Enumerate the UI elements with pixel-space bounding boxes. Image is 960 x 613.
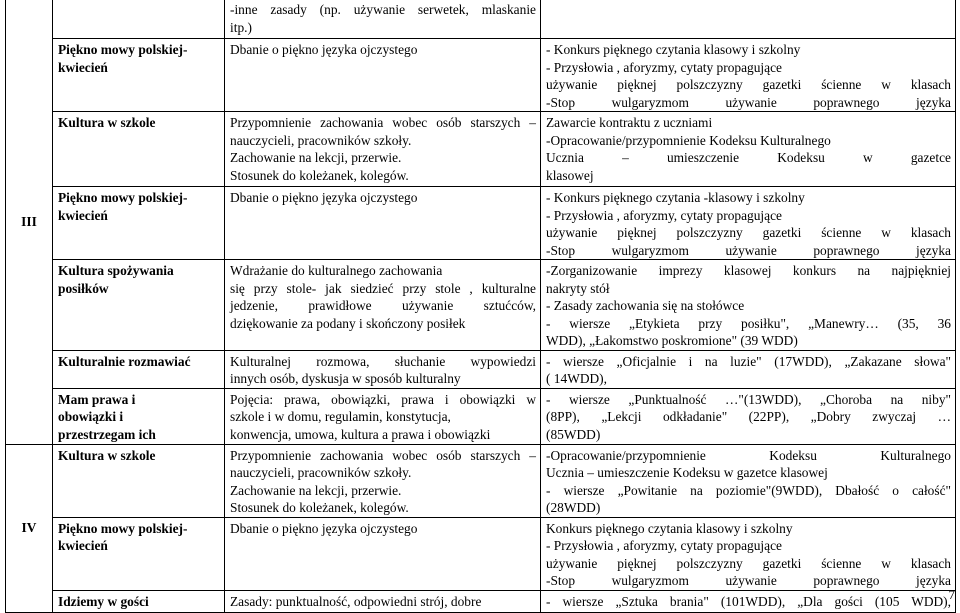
forms-line: -Stop wulgaryzmom używanie poprawnego języka bbox=[546, 573, 951, 588]
topic-cell bbox=[53, 39, 225, 112]
forms-cell bbox=[541, 388, 956, 444]
forms-line: używanie pięknej polszczyzny gazetki ścienne w klasach bbox=[546, 77, 951, 92]
forms-cell bbox=[541, 444, 956, 517]
activity-cell bbox=[225, 590, 541, 612]
topic-line: kwiecień bbox=[58, 59, 108, 75]
topic-line: Idziemy w gości bbox=[58, 593, 149, 609]
section-number: IV bbox=[6, 444, 53, 612]
activity-line: Stosunek do koleżanek, kolegów. bbox=[230, 167, 409, 183]
activity-line: Pojęcia: prawa, obowiązki, prawa i obowiązki w bbox=[230, 391, 536, 407]
table-row bbox=[6, 444, 956, 517]
forms-cell bbox=[541, 517, 956, 590]
forms-cell bbox=[541, 112, 956, 187]
forms-line: -Opracowanie/przypomnienie Kodeksu Kulturalnego bbox=[546, 447, 951, 463]
activity-line: jedzenie, prawidłowe używanie sztućców, bbox=[230, 298, 536, 313]
topic-cell bbox=[53, 590, 225, 612]
forms-cell bbox=[541, 590, 956, 612]
forms-line: (8PP), „Lekcji odkładanie" (22PP), „Dobry zwyczaj … bbox=[546, 409, 951, 424]
forms-line: - Zasady zachowania się na stołówce bbox=[546, 298, 745, 313]
forms-line: -Opracowanie/przypomnienie Kodeksu Kulturalnego bbox=[546, 132, 831, 148]
forms-line: -Stop wulgaryzmom używanie poprawnego języka bbox=[546, 94, 951, 110]
topic-line: Piękno mowy polskiej- bbox=[58, 190, 188, 205]
forms-line: (85WDD) bbox=[546, 426, 601, 442]
activity-cell bbox=[225, 350, 541, 388]
topic-cell bbox=[53, 187, 225, 260]
table-row bbox=[6, 517, 956, 590]
activity-line: innych osób, dyskusja w sposób kulturalny bbox=[230, 371, 461, 386]
activity-cell bbox=[225, 112, 541, 187]
table-row bbox=[6, 388, 956, 444]
table-row bbox=[6, 260, 956, 351]
forms-cell bbox=[541, 260, 956, 351]
activity-cell bbox=[225, 187, 541, 260]
topic-line: posiłków bbox=[58, 280, 109, 296]
forms-line: - wiersze „Punktualność …"(13WDD), „Choroba na niby" bbox=[546, 391, 951, 407]
activity-line: Przypomnienie zachowania wobec osób starszych – bbox=[230, 115, 536, 130]
activity-cell bbox=[225, 444, 541, 517]
forms-line: Konkurs pięknego czytania klasowy i szkolny bbox=[546, 520, 793, 536]
forms-cell bbox=[541, 0, 956, 39]
topic-line: Kultura w szkole bbox=[58, 447, 156, 463]
forms-cell bbox=[541, 350, 956, 388]
activity-cell bbox=[225, 260, 541, 351]
activity-line: itp.) bbox=[230, 19, 252, 35]
forms-line: ( 14WDD), bbox=[546, 371, 607, 386]
activity-line: Dbanie o piękno języka ojczystego bbox=[230, 42, 418, 57]
topic-line: Kulturalnie rozmawiać bbox=[58, 353, 191, 369]
activity-line: nauczycieli, pracowników szkoły. bbox=[230, 465, 412, 480]
activity-line: -inne zasady (np. używanie serwetek, mlaskanie bbox=[230, 2, 536, 17]
activity-line: nauczycieli, pracowników szkoły. bbox=[230, 132, 412, 148]
table-row bbox=[6, 350, 956, 388]
forms-line: -Zorganizowanie imprezy klasowej konkurs na najpiękniej bbox=[546, 263, 951, 278]
forms-line: -Stop wulgaryzmom używanie poprawnego języka bbox=[546, 242, 951, 258]
topic-line: Mam prawa i bbox=[58, 391, 136, 407]
forms-line: klasowej bbox=[546, 167, 594, 183]
activity-line: Zachowanie na lekcji, przerwie. bbox=[230, 150, 402, 165]
forms-cell bbox=[541, 187, 956, 260]
forms-line: - Przysłowia , aforyzmy, cytaty propagujące bbox=[546, 538, 782, 553]
forms-line: - Konkurs pięknego czytania klasowy i szkolny bbox=[546, 42, 801, 57]
table-row bbox=[6, 112, 956, 187]
topic-line: Piękno mowy polskiej- bbox=[58, 520, 188, 536]
activity-cell bbox=[225, 388, 541, 444]
activity-line: dziękowanie za podany i skończony posiłek bbox=[230, 315, 466, 331]
activity-line: Stosunek do koleżanek, kolegów. bbox=[230, 500, 409, 515]
section-number: III bbox=[6, 0, 53, 444]
forms-line: - wiersze „Sztuka brania" (101WDD), „Dla gości (105 WDD), bbox=[546, 593, 951, 609]
forms-line: WDD), „Łakomstwo poskromione" (39 WDD) bbox=[546, 333, 798, 348]
activity-line: Zasady: punktualność, odpowiedni strój, dobre bbox=[230, 593, 482, 609]
forms-line: - Przysłowia , aforyzmy, cytaty propagujące bbox=[546, 207, 782, 223]
forms-line: Ucznia – umieszczenie Kodeksu w gazetce bbox=[546, 150, 951, 165]
forms-line: - Przysłowia , aforyzmy, cytaty propagujące bbox=[546, 59, 782, 75]
table-row bbox=[6, 0, 956, 39]
activity-line: Dbanie o piękno języka ojczystego bbox=[230, 190, 418, 205]
activity-line: się przy stole- jak siedzieć przy stole , kulturalne bbox=[230, 280, 536, 296]
table-row bbox=[6, 187, 956, 260]
forms-line: Ucznia – umieszczenie Kodeksu w gazetce klasowej bbox=[546, 465, 828, 480]
table-body bbox=[6, 0, 956, 612]
topic-line: Kultura w szkole bbox=[58, 115, 156, 130]
topic-line: Piękno mowy polskiej- bbox=[58, 42, 188, 57]
forms-line: - wiersze „Oficjalnie i na luzie" (17WDD), „Zakazane słowa" bbox=[546, 353, 951, 369]
topic-cell bbox=[53, 517, 225, 590]
activity-line: Wdrażanie do kulturalnego zachowania bbox=[230, 263, 443, 278]
table-row bbox=[6, 39, 956, 112]
activity-line: Dbanie o piękno języka ojczystego bbox=[230, 520, 418, 536]
forms-line: używanie pięknej polszczyzny gazetki ścienne w klasach bbox=[546, 225, 951, 240]
forms-line: Zawarcie kontraktu z uczniami bbox=[546, 115, 713, 130]
forms-line: - wiersze „Etykieta przy posiłku", „Manewry… (35, 36 bbox=[546, 315, 951, 331]
education-plan-table bbox=[5, 0, 956, 613]
page-number: 7 bbox=[948, 587, 955, 602]
topic-line: kwiecień bbox=[58, 207, 108, 223]
forms-line: używanie pięknej polszczyzny gazetki ścienne w klasach bbox=[546, 555, 951, 571]
table-row bbox=[6, 590, 956, 612]
topic-line: obowiązki i bbox=[58, 409, 124, 424]
activity-line: Kulturalnej rozmowa, słuchanie wypowiedzi bbox=[230, 353, 536, 369]
forms-line: - wiersze „Powitanie na poziomie"(9WDD), Dbałość o całość" bbox=[546, 482, 951, 498]
topic-cell bbox=[53, 444, 225, 517]
topic-cell bbox=[53, 388, 225, 444]
forms-line: (28WDD) bbox=[546, 500, 601, 515]
topic-line: Kultura spożywania bbox=[58, 263, 174, 278]
activity-cell bbox=[225, 39, 541, 112]
forms-cell bbox=[541, 39, 956, 112]
activity-cell bbox=[225, 517, 541, 590]
topic-line: kwiecień bbox=[58, 538, 108, 553]
forms-line: nakryty stół bbox=[546, 280, 610, 296]
topic-cell bbox=[53, 350, 225, 388]
topic-line: przestrzegam ich bbox=[58, 426, 156, 442]
activity-line: szkole i w domu, regulamin, konstytucja, bbox=[230, 409, 451, 424]
activity-line: Przypomnienie zachowania wobec osób starszych – bbox=[230, 447, 536, 463]
topic-cell bbox=[53, 260, 225, 351]
forms-line: - Konkurs pięknego czytania -klasowy i szkolny bbox=[546, 190, 805, 205]
topic-cell bbox=[53, 112, 225, 187]
activity-line: Zachowanie na lekcji, przerwie. bbox=[230, 482, 402, 498]
activity-cell bbox=[225, 0, 541, 39]
topic-cell bbox=[53, 0, 225, 39]
activity-line: konwencja, umowa, kultura a prawa i obowiązki bbox=[230, 426, 491, 442]
